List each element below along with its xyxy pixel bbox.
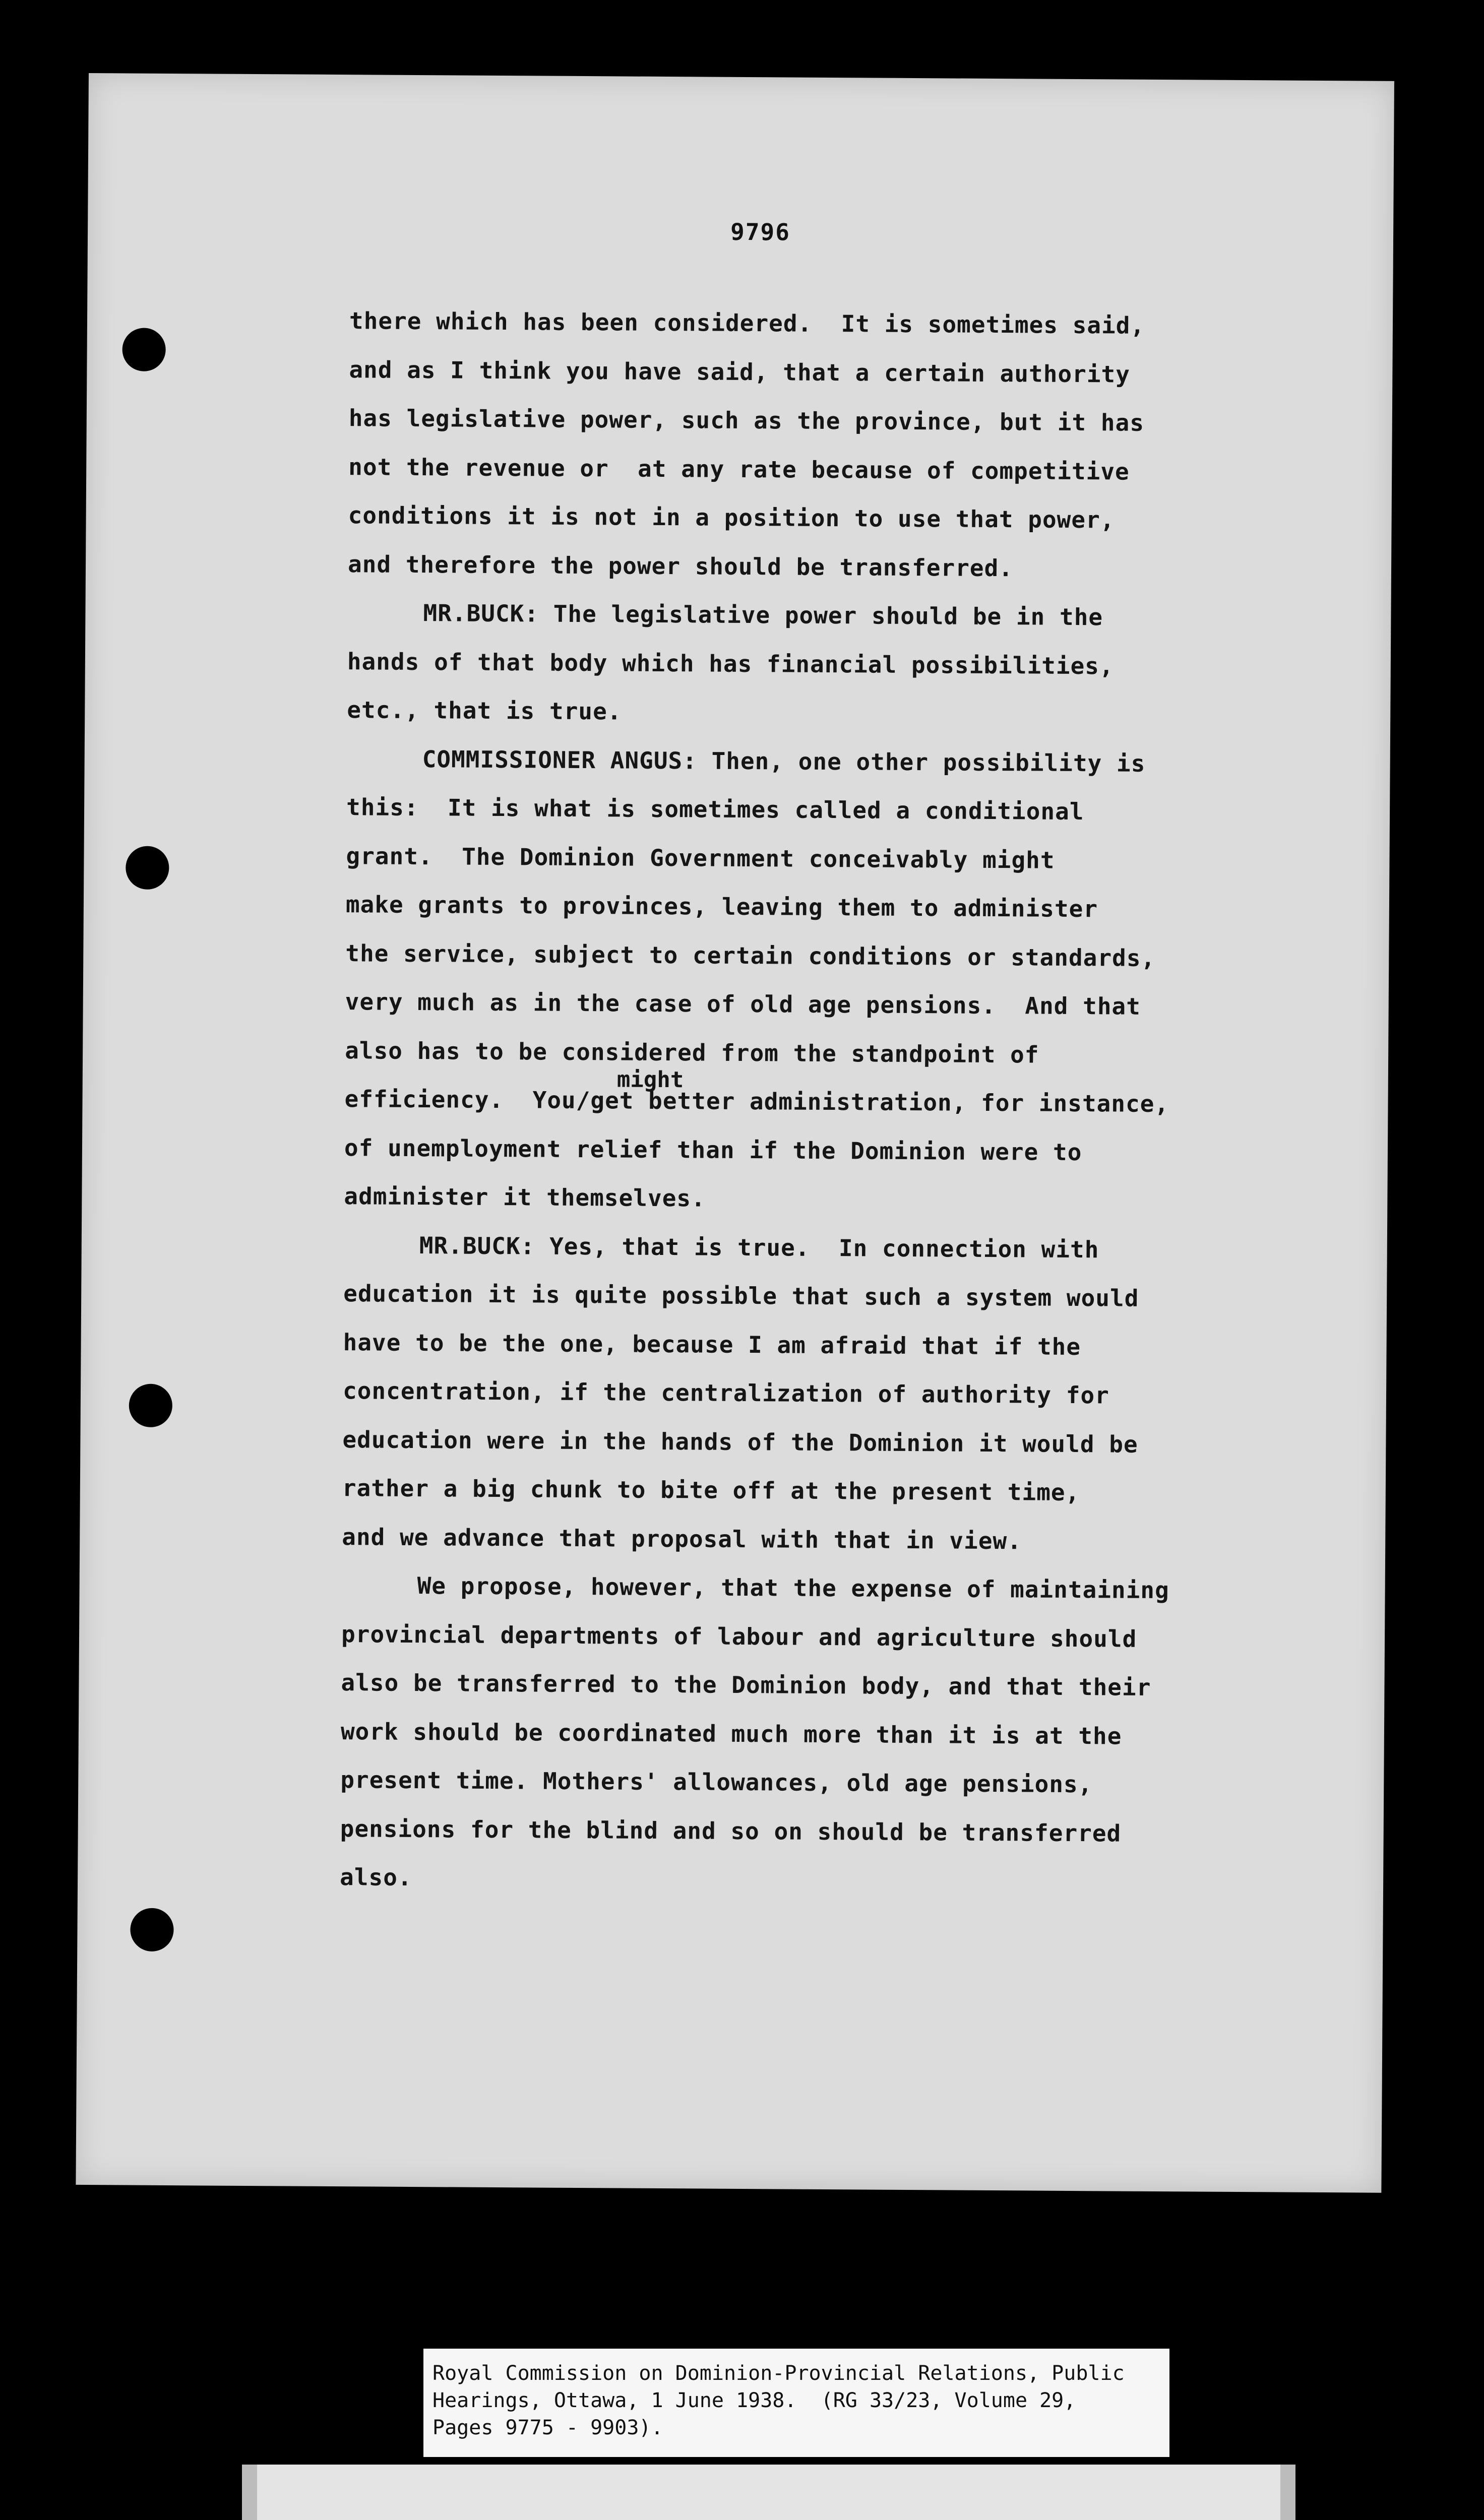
punch-hole xyxy=(126,846,169,890)
text-line: efficiency. You/get better administration, for instance, xyxy=(344,1085,1169,1118)
text-line: the service, subject to certain conditions or standards, xyxy=(345,939,1156,972)
text-line: education it is quite possible that such a system would xyxy=(343,1280,1139,1312)
citation-label xyxy=(423,2349,1169,2457)
text-line: also be transferred to the Dominion body, and that their xyxy=(341,1669,1151,1701)
text-line: and we advance that proposal with that in view. xyxy=(342,1523,1022,1554)
text-line: concentration, if the centralization of authority for xyxy=(342,1377,1109,1409)
text-line: present time. Mothers' allowances, old age pensions, xyxy=(340,1766,1093,1798)
text-line: rather a big chunk to bite off at the present time, xyxy=(342,1474,1080,1506)
text-line: conditions it is not in a position to use that power, xyxy=(348,501,1115,534)
citation-line: Hearings, Ottawa, 1 June 1938. (RG 33/23, Volume 29, xyxy=(432,2389,1076,2412)
document-page xyxy=(76,73,1394,2193)
text-line: has legislative power, such as the province, but it has xyxy=(348,404,1145,436)
text-line: work should be coordinated much more than it is at the xyxy=(340,1717,1122,1750)
text-line: MR.BUCK: The legislative power should be in the xyxy=(423,599,1103,631)
text-line: education were in the hands of the Dominion it would be xyxy=(342,1425,1138,1458)
punch-hole xyxy=(129,1384,173,1428)
text-line: have to be the one, because I am afraid that if the xyxy=(343,1328,1081,1360)
text-line: and as I think you have said, that a certain authority xyxy=(349,355,1131,388)
text-line: pensions for the blind and so on should be transferred xyxy=(340,1814,1122,1847)
body-text xyxy=(340,296,1337,1907)
text-line: also. xyxy=(339,1863,412,1891)
text-line: this: It is what is sometimes called a conditional xyxy=(346,793,1084,826)
text-line: grant. The Dominion Government conceivably might xyxy=(346,842,1055,874)
text-line: there which has been considered. It is sometimes said, xyxy=(349,307,1145,339)
archives-stamp xyxy=(242,2465,1295,2520)
punch-hole xyxy=(122,328,166,371)
text-line: of unemployment relief than if the Dominion were to xyxy=(344,1133,1082,1166)
text-line: very much as in the case of old age pensions. And that xyxy=(345,988,1141,1020)
text-line: make grants to provinces, leaving them to administer xyxy=(345,891,1098,923)
handwritten-insertion: might xyxy=(616,1066,684,1093)
citation-line: Pages 9775 - 9903). xyxy=(432,2416,663,2439)
text-line: COMMISSIONER ANGUS: Then, one other possibility is xyxy=(422,745,1146,777)
citation-line: Royal Commission on Dominion-Provincial Relations, Public xyxy=(432,2362,1125,2385)
page-number: 9796 xyxy=(730,218,791,246)
text-line: and therefore the power should be transferred. xyxy=(347,550,1014,582)
text-line: also has to be considered from the standpoint of xyxy=(345,1036,1039,1068)
text-line: provincial departments of labour and agriculture should xyxy=(341,1620,1137,1653)
text-line: MR.BUCK: Yes, that is true. In connection with xyxy=(419,1231,1099,1263)
text-line: We propose, however, that the expense of maintaining xyxy=(417,1572,1169,1604)
text-line: etc., that is true. xyxy=(347,696,622,725)
text-line: not the revenue or at any rate because of competitive xyxy=(348,453,1130,485)
text-line: hands of that body which has financial possibilities, xyxy=(347,647,1114,679)
punch-hole xyxy=(130,1908,174,1952)
text-line: administer it themselves. xyxy=(344,1182,706,1212)
